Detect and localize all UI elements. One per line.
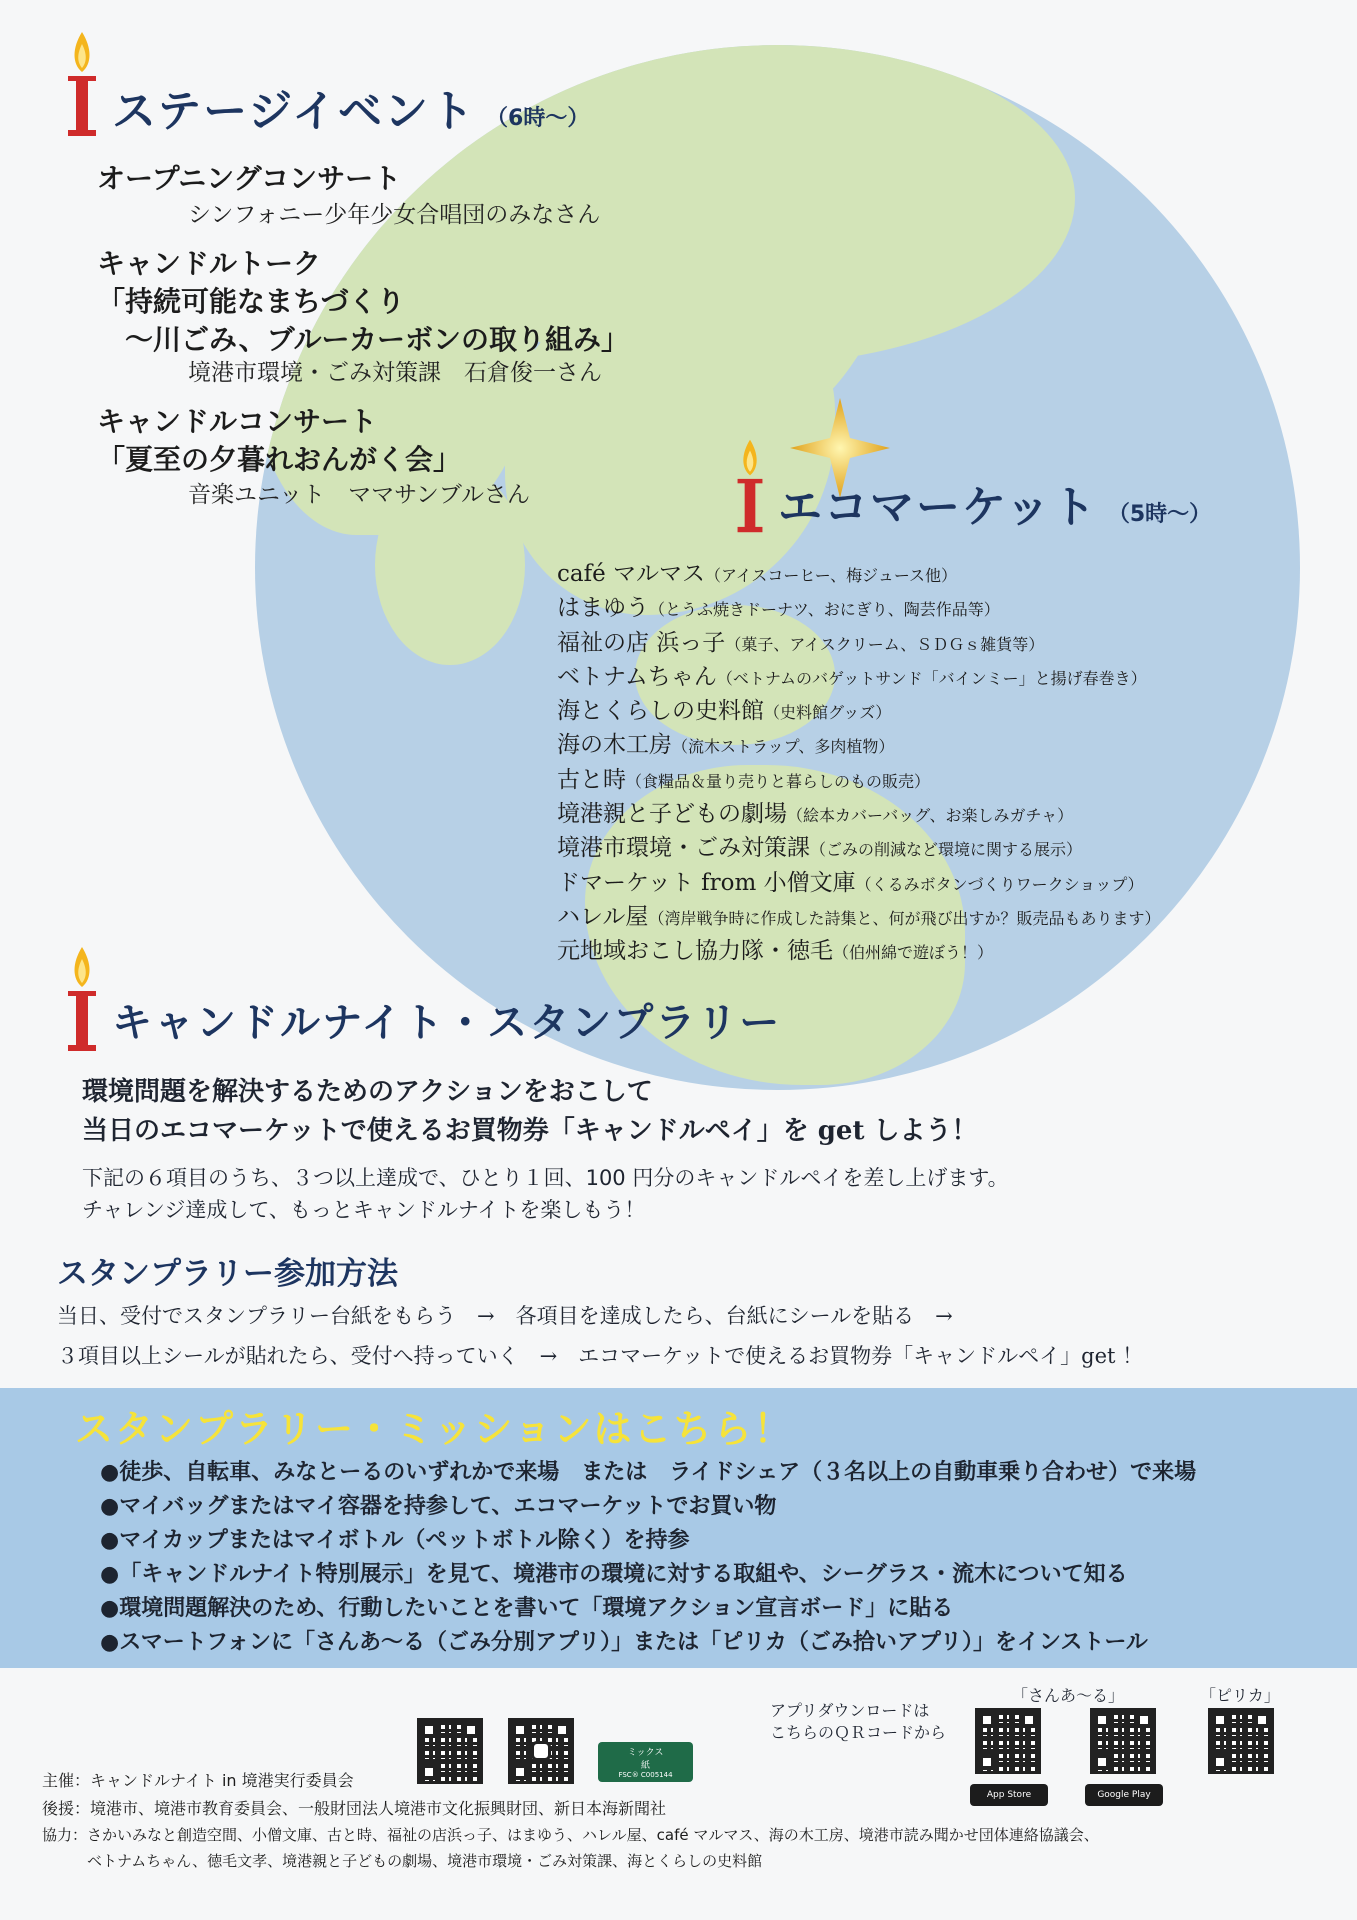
- stamp-lead: 当日のエコマーケットで使えるお買物券「キャンドルペイ」を get しよう！: [82, 1116, 978, 1146]
- mission-item: ●環境問題解決のため、行動したいことを書いて「環境アクション宣言ボード」に貼る: [100, 1596, 954, 1621]
- list-item: 元地域おこし協力隊・徳毛（伯州綿で遊ぼう！）: [557, 938, 994, 965]
- stage-item-line: 「夏至の夕暮れおんがく会」: [97, 443, 462, 476]
- list-item: 海の木工房（流木ストラップ、多肉植物）: [557, 732, 895, 759]
- sanaru-appstore-qr-code[interactable]: [975, 1708, 1041, 1774]
- list-item: 海とくらしの史料館（史料館グッズ）: [557, 698, 892, 725]
- mission-item: ●スマートフォンに「さんあ〜る（ごみ分別アプリ）」または「ピリカ（ごみ拾いアプリ）」をインストール: [100, 1630, 1148, 1655]
- eco-market-list: [557, 555, 1160, 967]
- instagram-qr-code[interactable]: [508, 1718, 574, 1784]
- stage-item-line: 〜川ごみ、ブルーカーボンの取り組み」: [97, 323, 630, 356]
- mission-item: ●徒歩、自転車、みなとーるのいずれかで来場 または ライドシェア（３名以上の自動車乗り合わせ）で来場: [100, 1460, 1197, 1485]
- candle-icon: [732, 438, 768, 534]
- stamp-info: チャレンジ達成して、もっとキャンドルナイトを楽しもう！: [82, 1198, 646, 1222]
- stamp-heading: [62, 945, 781, 1053]
- stamp-title: キャンドルナイト・スタンプラリー: [112, 1000, 782, 1046]
- list-item: ドマーケット from 小僧文庫（くるみボタンづくりワークショップ）: [557, 869, 1144, 896]
- app-download-note: アプリダウンロードは こちらのＱＲコードから: [770, 1701, 947, 1742]
- stage-item-title: オープニングコンサート: [97, 162, 402, 195]
- list-item: 境港親と子どもの劇場（絵本カバーバッグ、お楽しみガチャ）: [557, 801, 1074, 828]
- candle-icon: [62, 945, 102, 1053]
- pirika-qr-code[interactable]: [1208, 1708, 1274, 1774]
- stamp-info: 下記の６項目のうち、３つ以上達成で、ひとり１回、100 円分のキャンドルペイを差し上げます。: [82, 1166, 1009, 1190]
- stage-item-title: キャンドルトーク: [97, 247, 322, 280]
- list-item: ハレル屋（湾岸戦争時に作成した詩集と、何が飛び出すか？販売品もあります）: [557, 903, 1161, 930]
- footer-support: 後援：境港市、境港市教育委員会、一般財団法人境港市文化振興財団、新日本海新聞社: [42, 1799, 667, 1818]
- stage-item-sub: 境港市環境・ごみ対策課 石倉俊一さん: [188, 360, 602, 386]
- list-item: 境港市環境・ごみ対策課（ごみの削減など環境に関する展示）: [557, 835, 1083, 862]
- mission-title: スタンプラリー・ミッションはこちら！: [75, 1407, 794, 1451]
- mission-item: ●マイバッグまたはマイ容器を持参して、エコマーケットでお買い物: [100, 1494, 777, 1519]
- googleplay-badge[interactable]: Google Play: [1085, 1784, 1163, 1806]
- list-item: 古と時（食糧品＆量り売りと暮らしのもの販売）: [557, 766, 931, 793]
- stage-item-title: キャンドルコンサート: [97, 405, 378, 438]
- stage-item-sub: 音楽ユニット ママサンブルさん: [188, 482, 531, 508]
- candle-icon: [62, 30, 102, 138]
- sanaru-googleplay-qr-code[interactable]: [1090, 1708, 1156, 1774]
- stage-item-line: 「持続可能なまちづくり: [97, 285, 405, 318]
- sanaru-label: 「さんあ〜る」: [1012, 1686, 1125, 1705]
- how-title: スタンプラリー参加方法: [57, 1256, 398, 1292]
- mission-item: ●マイカップまたはマイボトル（ペットボトル除く）を持参: [100, 1528, 690, 1553]
- appstore-badge[interactable]: App Store: [970, 1784, 1048, 1806]
- list-item: 福祉の店 浜っ子（菓子、アイスクリーム、ＳＤＧｓ雑貨等）: [557, 629, 1045, 656]
- mission-item: ●「キャンドルナイト特別展示」を見て、境港市の環境に対する取組や、シーグラス・流木について知る: [100, 1562, 1128, 1587]
- list-item: ベトナムちゃん（ベトナムのバゲットサンド「バインミー」と揚げ春巻き）: [557, 663, 1147, 690]
- stamp-lead: 環境問題を解決するためのアクションをおこして: [82, 1077, 653, 1107]
- footer-cooperation: ベトナムちゃん、徳毛文孝、境港親と子どもの劇場、境港市環境・ごみ対策課、海とくらしの史料館: [42, 1852, 763, 1870]
- qr-code[interactable]: [417, 1718, 483, 1784]
- stage-item-sub: シンフォニー少年少女合唱団のみなさん: [188, 202, 601, 228]
- stage-heading: [62, 30, 589, 138]
- how-step: ３項目以上シールが貼れたら、受付へ持っていく → エコマーケットで使えるお買物券「キャンドルペイ」get ！: [57, 1344, 1144, 1368]
- instagram-icon: [531, 1741, 551, 1761]
- pirika-label: 「ピリカ」: [1200, 1686, 1280, 1705]
- footer-cooperation: 協力：さかいみなと創造空間、小僧文庫、古と時、福祉の店浜っ子、はまゆう、ハレル屋、café マルマス、海の木工房、境港市読み聞かせ団体連絡協議会、: [42, 1826, 1099, 1844]
- list-item: café マルマス（アイスコーヒー、梅ジュース他）: [557, 561, 958, 587]
- stage-time: （6時〜）: [486, 106, 590, 131]
- eco-time: （5時〜）: [1107, 502, 1212, 527]
- eco-title: エコマーケット: [778, 482, 1098, 533]
- list-item: はまゆう（とうふ焼きドーナツ、おにぎり、陶芸作品等）: [557, 595, 1000, 622]
- footer-host: 主催：キャンドルナイト in 境港実行委員会: [42, 1771, 354, 1790]
- how-step: 当日、受付でスタンプラリー台紙をもらう → 各項目を達成したら、台紙にシールを貼る →: [57, 1304, 953, 1328]
- stage-title: ステージイベント: [112, 86, 477, 137]
- fsc-logo: ミックス 紙 FSC® C005144: [598, 1742, 693, 1782]
- eco-heading: [732, 438, 1211, 534]
